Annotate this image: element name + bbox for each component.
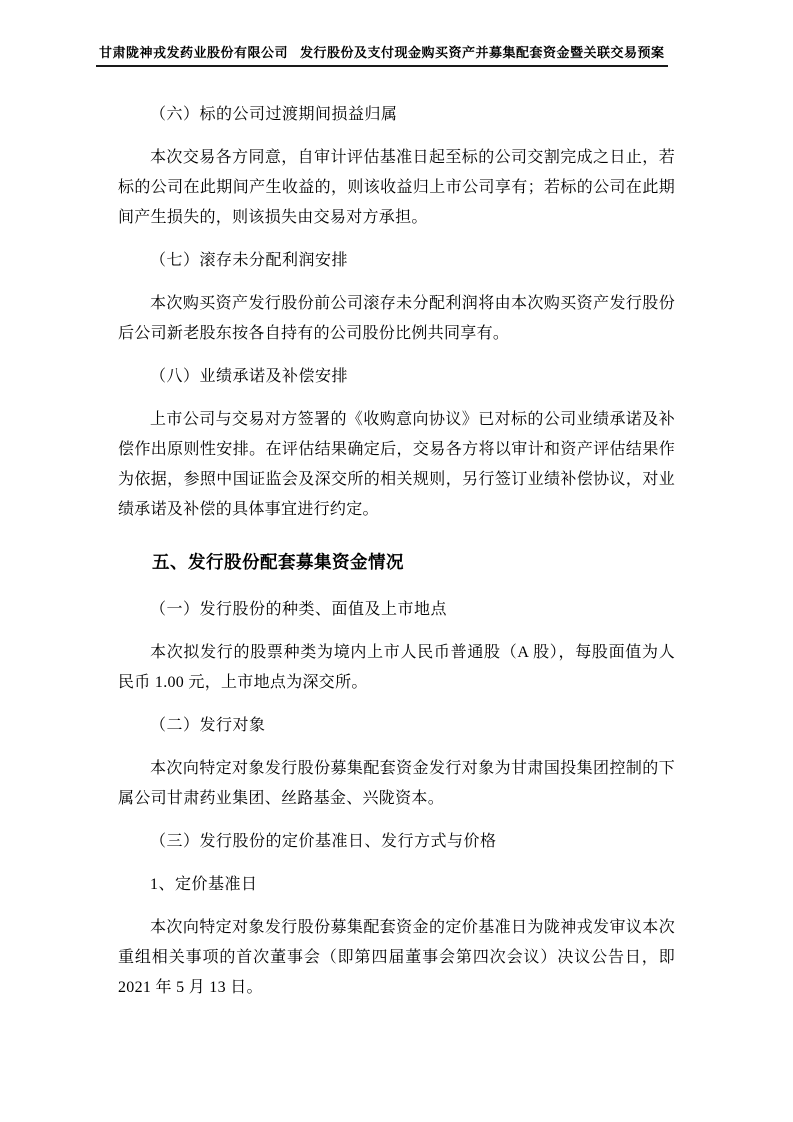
paragraph-share-type: 本次拟发行的股票种类为境内上市人民币普通股（A 股），每股面值为人民币 1.00 元，上市地点为深交所。 <box>118 644 675 691</box>
chapter-heading-5: 五、发行股份配套募集资金情况 <box>152 552 404 572</box>
paragraph-issue-targets: 本次向特定对象发行股份募集配套资金发行对象为甘肃国投集团控制的下属公司甘肃药业集团、丝路基金、兴陇资本。 <box>118 760 675 807</box>
document-body <box>118 100 675 1016</box>
section-heading-2: （二）发行对象 <box>150 717 266 734</box>
page-header <box>96 44 668 67</box>
paragraph-transition-profit: 本次交易各方同意，自审计评估基准日起至标的公司交割完成之日止，若标的公司在此期间产生收益的，则该收益归上市公司享有；若标的公司在此期间产生损失的，则该损失由交易对方承担。 <box>118 149 675 226</box>
paragraph-retained-earnings: 本次购买资产发行股份前公司滚存未分配利润将由本次购买资产发行股份后公司新老股东按各自持有的公司股份比例共同享有。 <box>118 295 675 342</box>
paragraph-pricing-base-date: 本次向特定对象发行股份募集配套资金的定价基准日为陇神戎发审议本次重组相关事项的首次董事会（即第四届董事会第四次会议）决议公告日，即 2021 年 5 月 13 日。 <box>118 919 675 996</box>
header-doc-title: 发行股份及支付现金购买资产并募集配套资金暨关联交易预案 <box>300 45 665 60</box>
section-heading-6: （六）标的公司过渡期间损益归属 <box>150 106 398 123</box>
section-heading-1: （一）发行股份的种类、面值及上市地点 <box>150 601 448 618</box>
section-heading-8: （八）业绩承诺及补偿安排 <box>150 368 349 385</box>
section-heading-7: （七）滚存未分配利润安排 <box>150 252 349 269</box>
header-company-name: 甘肃陇神戎发药业股份有限公司 <box>99 45 289 60</box>
paragraph-performance-pledge: 上市公司与交易对方签署的《收购意向协议》已对标的公司业绩承诺及补偿作出原则性安排。在评估结果确定后，交易各方将以审计和资产评估结果作为依据，参照中国证监会及深交所的相关规则，另行签订业绩补偿协议，对业绩承诺及补偿的具体事宜进行约定。 <box>118 411 675 518</box>
numbered-heading-pricing-date: 1、定价基准日 <box>150 876 258 893</box>
section-heading-3: （三）发行股份的定价基准日、发行方式与价格 <box>150 833 497 850</box>
